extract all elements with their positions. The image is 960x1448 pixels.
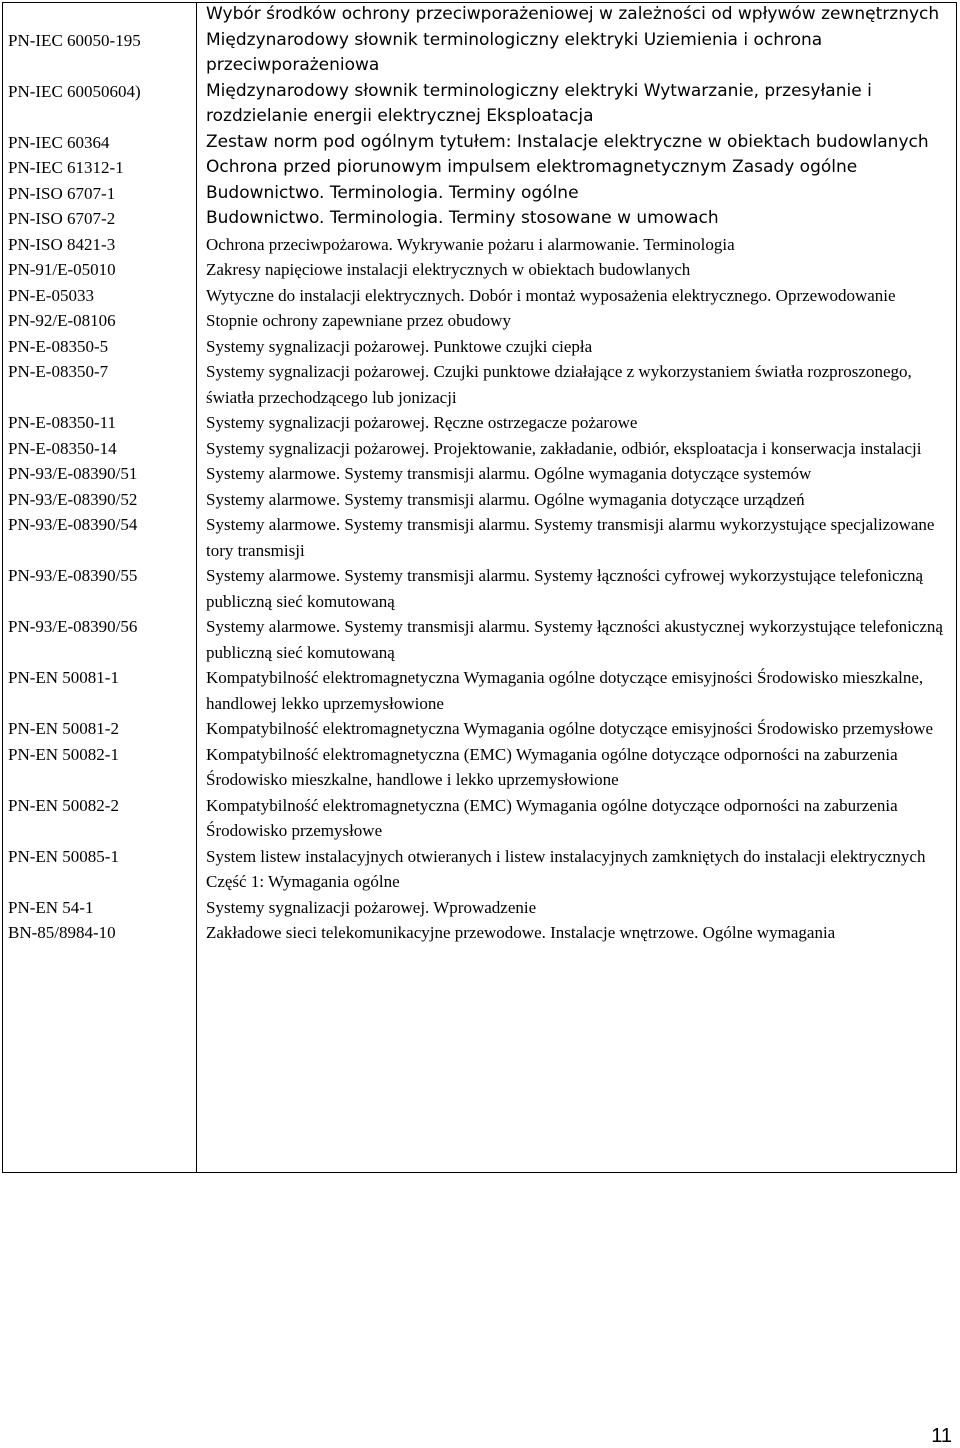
table-row bbox=[2, 130, 957, 156]
table-row bbox=[2, 79, 957, 130]
table-row bbox=[2, 28, 957, 79]
standard-title: Systemy alarmowe. Systemy transmisji alarmu. Systemy łączności cyfrowej wykorzystujące telefoniczną publiczną sieć komutowaną bbox=[206, 566, 924, 611]
standard-code: PN-92/E-08106 bbox=[8, 311, 116, 330]
table-row bbox=[2, 181, 957, 207]
table-row bbox=[2, 614, 957, 665]
standard-title: Systemy sygnalizacji pożarowej. Ręczne ostrzegacze pożarowe bbox=[206, 413, 638, 432]
standard-title: Systemy sygnalizacji pożarowej. Punktowe czujki ciepła bbox=[206, 336, 593, 356]
standard-title: Systemy alarmowe. Systemy transmisji alarmu. Systemy transmisji alarmu wykorzystujące specjalizowane tory transmisji bbox=[206, 515, 935, 560]
table-row bbox=[2, 308, 957, 334]
standards-table-body bbox=[2, 2, 957, 946]
standard-title: Stopnie ochrony zapewniane przez obudowy bbox=[206, 311, 511, 330]
standard-title: Międzynarodowy słownik terminologiczny elektryki Uziemienia i ochrona przeciwporażeniowa bbox=[206, 29, 823, 75]
table-row bbox=[2, 410, 957, 436]
standard-code: PN-ISO 6707-2 bbox=[8, 209, 116, 228]
table-row bbox=[2, 206, 957, 232]
standard-code: PN-E-05033 bbox=[8, 285, 94, 305]
table-row bbox=[2, 793, 957, 844]
standard-title: Zakładowe sieci telekomunikacyjne przewodowe. Instalacje wnętrzowe. Ogólne wymagania bbox=[206, 923, 836, 942]
standard-code: PN-EN 50082-2 bbox=[8, 795, 119, 815]
standard-code: BN-85/8984-10 bbox=[8, 923, 116, 942]
standard-title: Kompatybilność elektromagnetyczna Wymagania ogólne dotyczące emisyjności Środowisko przemysłowe bbox=[206, 719, 934, 738]
standard-title: Budownictwo. Terminologia. Terminy stosowane w umowach bbox=[206, 208, 719, 228]
table-row bbox=[2, 665, 957, 716]
standard-code: PN-93/E-08390/55 bbox=[8, 566, 138, 585]
page-number: 11 bbox=[931, 1425, 952, 1447]
standard-title: Systemy sygnalizacji pożarowej. Projektowanie, zakładanie, odbiór, eksploatacja i konserwacja instalacji bbox=[206, 438, 922, 458]
standard-code: PN-IEC 60050-195 bbox=[8, 30, 141, 50]
table-row bbox=[2, 2, 957, 28]
table-row bbox=[2, 512, 957, 563]
standard-code: PN-93/E-08390/54 bbox=[8, 515, 138, 534]
table-row bbox=[2, 844, 957, 895]
standard-title: Systemy sygnalizacji pożarowej. Czujki punktowe działające z wykorzystaniem światła rozproszonego, światła przechodzącego lub jonizacji bbox=[206, 362, 912, 407]
standard-code: PN-EN 50082-1 bbox=[8, 744, 119, 764]
standard-code: PN-EN 50081-2 bbox=[8, 719, 119, 738]
table-row bbox=[2, 283, 957, 309]
standard-title: System listew instalacyjnych otwieranych i listew instalacyjnych zamkniętych do instalacji elektrycznych Część 1: Wymagania ogólne bbox=[206, 846, 926, 891]
standard-title: Budownictwo. Terminologia. Terminy ogólne bbox=[206, 182, 579, 203]
table-row bbox=[2, 895, 957, 921]
table-row bbox=[2, 716, 957, 742]
standard-code: PN-E-08350-7 bbox=[8, 362, 109, 381]
standard-code bbox=[2, 2, 200, 28]
standard-title: Systemy sygnalizacji pożarowej. Wprowadzenie bbox=[206, 897, 537, 917]
standard-code: PN-E-08350-11 bbox=[8, 413, 116, 432]
standard-code: PN-93/E-08390/56 bbox=[8, 617, 138, 636]
table-row bbox=[2, 436, 957, 462]
table-row bbox=[2, 461, 957, 487]
standard-code: PN-93/E-08390/52 bbox=[8, 489, 138, 509]
standard-title: Systemy alarmowe. Systemy transmisji alarmu. Ogólne wymagania dotyczące systemów bbox=[206, 464, 812, 483]
standard-code: PN-EN 50081-1 bbox=[8, 668, 119, 687]
standard-code: PN-EN 50085-1 bbox=[8, 846, 119, 866]
standard-title: Ochrona przed piorunowym impulsem elektromagnetycznym Zasady ogólne bbox=[206, 157, 858, 177]
table-row bbox=[2, 257, 957, 283]
table-row bbox=[2, 920, 957, 946]
standard-title: Zakresy napięciowe instalacji elektrycznych w obiektach budowlanych bbox=[206, 260, 691, 279]
standard-code: PN-ISO 8421-3 bbox=[8, 234, 116, 254]
standards-table bbox=[2, 2, 957, 946]
standard-title: Zestaw norm pod ogólnym tytułem: Instalacje elektryczne w obiektach budowlanych bbox=[206, 131, 929, 152]
table-row bbox=[2, 487, 957, 513]
standard-title: Ochrona przeciwpożarowa. Wykrywanie pożaru i alarmowanie. Terminologia bbox=[206, 234, 735, 254]
standard-code: PN-IEC 60050604) bbox=[8, 81, 141, 101]
standard-code: PN-E-08350-5 bbox=[8, 336, 109, 356]
standard-title: Kompatybilność elektromagnetyczna (EMC) Wymagania ogólne dotyczące odporności na zaburzenia Środowisko mieszkalne, handlowe i lekko uprzemysłowione bbox=[206, 744, 898, 789]
standard-code: PN-IEC 61312-1 bbox=[8, 158, 124, 177]
standard-code: PN-ISO 6707-1 bbox=[8, 183, 116, 203]
standard-title: Wybór środków ochrony przeciwporażeniowej w zależności od wpływów zewnętrznych bbox=[206, 4, 940, 24]
table-row bbox=[2, 563, 957, 614]
standard-title: Systemy alarmowe. Systemy transmisji alarmu. Ogólne wymagania dotyczące urządzeń bbox=[206, 489, 805, 509]
table-row bbox=[2, 155, 957, 181]
table-row bbox=[2, 232, 957, 258]
table-row bbox=[2, 359, 957, 410]
standard-code: PN-93/E-08390/51 bbox=[8, 464, 138, 483]
standard-title: Kompatybilność elektromagnetyczna Wymagania ogólne dotyczące emisyjności Środowisko mieszkalne, handlowej lekko uprzemysłowione bbox=[206, 668, 924, 713]
table-row bbox=[2, 742, 957, 793]
standard-title: Systemy alarmowe. Systemy transmisji alarmu. Systemy łączności akustycznej wykorzystujące telefoniczną publiczną sieć komutowaną bbox=[206, 617, 943, 662]
standard-title: Międzynarodowy słownik terminologiczny elektryki Wytwarzanie, przesyłanie i rozdzielanie energii elektrycznej Eksploatacja bbox=[206, 80, 872, 126]
standard-code: PN-91/E-05010 bbox=[8, 260, 116, 279]
standard-title: Wytyczne do instalacji elektrycznych. Dobór i montaż wyposażenia elektrycznego. Oprzewodowanie bbox=[206, 285, 896, 305]
standard-code: PN-EN 54-1 bbox=[8, 897, 94, 917]
standard-code: PN-IEC 60364 bbox=[8, 132, 110, 152]
standard-title: Kompatybilność elektromagnetyczna (EMC) Wymagania ogólne dotyczące odporności na zaburzenia Środowisko przemysłowe bbox=[206, 795, 898, 840]
table-row bbox=[2, 334, 957, 360]
standard-code: PN-E-08350-14 bbox=[8, 438, 117, 458]
